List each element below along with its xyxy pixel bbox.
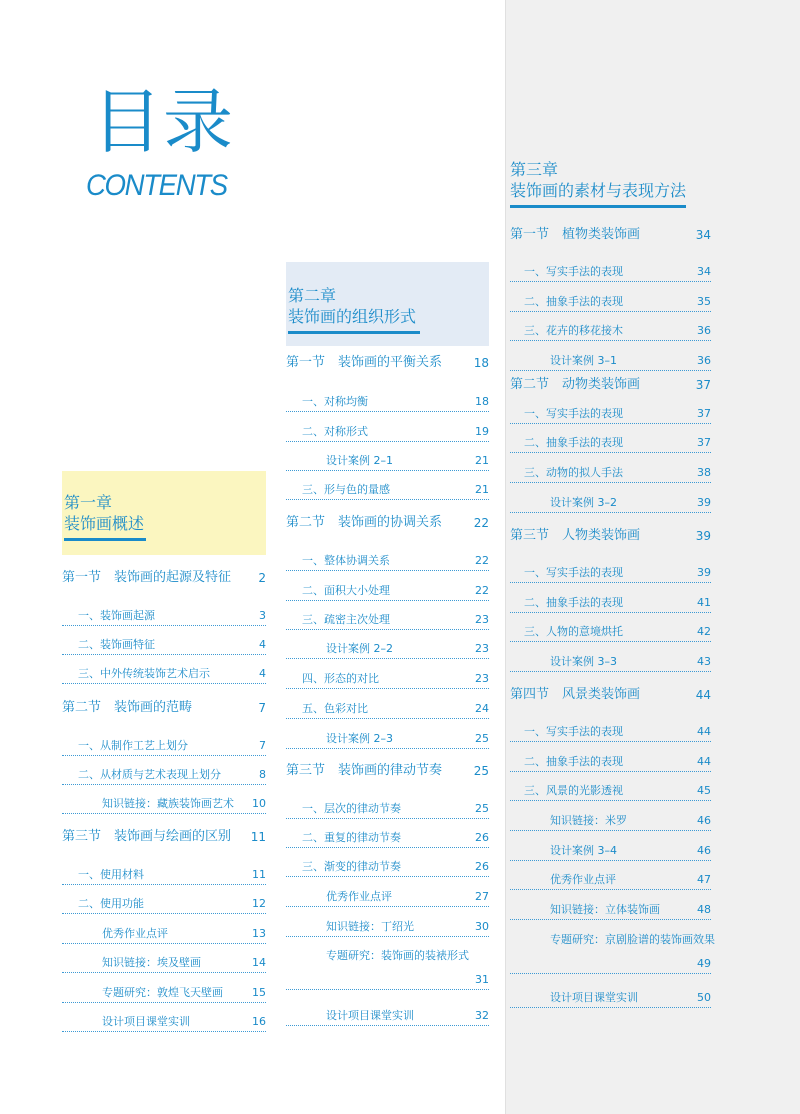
chapter-3-title: 装饰画的素材与表现方法	[510, 180, 686, 208]
chapter-3-number: 第三章	[510, 160, 559, 179]
toc-label: 二、抽象手法的表现	[524, 755, 623, 768]
toc-label: 设计项目课堂实训	[102, 1015, 190, 1028]
toc-label: 二、重复的律动节奏	[302, 831, 401, 844]
toc-label: 知识链接：立体装饰画	[550, 903, 660, 916]
page-title: 目录	[92, 81, 234, 163]
toc-item[interactable]	[286, 641, 489, 659]
toc-item[interactable]	[62, 896, 266, 914]
toc-section[interactable]	[510, 225, 711, 245]
toc-page-number: 37	[697, 436, 711, 449]
toc-item[interactable]	[510, 813, 711, 831]
toc-page-number: 7	[258, 701, 266, 715]
toc-item[interactable]	[286, 424, 489, 442]
toc-page-number: 23	[475, 642, 489, 655]
toc-page-number: 4	[259, 638, 266, 651]
toc-page-number: 24	[475, 702, 489, 715]
toc-page-number: 31	[475, 973, 489, 986]
toc-page-number: 44	[697, 755, 711, 768]
toc-label: 设计案例 3–2	[550, 496, 617, 509]
toc-item[interactable]	[286, 453, 489, 471]
toc-page-number: 23	[475, 672, 489, 685]
toc-label: 专题研究：京剧脸谱的装饰画效果	[550, 933, 715, 946]
chapter-1-number: 第一章	[64, 493, 113, 512]
toc-item[interactable]	[286, 830, 489, 848]
toc-label: 第一节 装饰画的平衡关系	[286, 355, 443, 370]
toc-label: 设计案例 3–1	[550, 354, 617, 367]
toc-item[interactable]	[510, 654, 711, 672]
toc-page-number: 22	[473, 516, 489, 530]
toc-section[interactable]	[510, 685, 711, 705]
toc-label: 第三节 人物类装饰画	[510, 528, 641, 543]
toc-label: 设计案例 2–2	[326, 642, 393, 655]
toc-label: 第三节 装饰画的律动节奏	[286, 763, 443, 778]
toc-label: 专题研究：装饰画的装裱形式	[326, 949, 469, 962]
toc-label: 知识链接：藏族装饰画艺术	[102, 797, 234, 810]
toc-item[interactable]	[510, 990, 711, 1008]
toc-page-number: 18	[475, 395, 489, 408]
toc-item[interactable]	[510, 353, 711, 371]
toc-item[interactable]	[510, 624, 711, 642]
toc-label: 优秀作业点评	[102, 927, 168, 940]
toc-item[interactable]	[510, 406, 711, 424]
toc-page-number: 47	[697, 873, 711, 886]
toc-page-number: 39	[695, 529, 711, 543]
toc-label: 一、对称均衡	[302, 395, 368, 408]
toc-item[interactable]	[286, 394, 489, 412]
chapter-3-header	[510, 160, 710, 210]
toc-item[interactable]	[62, 926, 266, 944]
toc-label: 二、使用功能	[78, 897, 144, 910]
toc-label: 二、面积大小处理	[302, 584, 390, 597]
toc-item[interactable]	[62, 608, 266, 626]
toc-page-number: 46	[697, 844, 711, 857]
toc-item[interactable]	[510, 465, 711, 483]
toc-item[interactable]	[286, 482, 489, 500]
toc-label: 一、层次的律动节奏	[302, 802, 401, 815]
toc-section[interactable]	[286, 513, 489, 533]
chapter-1-header	[62, 471, 266, 555]
toc-item[interactable]	[510, 724, 711, 742]
toc-page-number: 3	[259, 609, 266, 622]
toc-page-number: 45	[697, 784, 711, 797]
toc-section[interactable]	[62, 698, 266, 718]
toc-item[interactable]	[510, 294, 711, 312]
toc-page-number: 37	[695, 378, 711, 392]
toc-page-number: 25	[473, 764, 489, 778]
toc-label: 三、疏密主次处理	[302, 613, 390, 626]
toc-page-number: 39	[697, 496, 711, 509]
toc-item[interactable]	[286, 671, 489, 689]
toc-label: 设计案例 2–3	[326, 732, 393, 745]
toc-item[interactable]	[510, 565, 711, 583]
toc-page-number: 44	[695, 688, 711, 702]
toc-page-number: 27	[475, 890, 489, 903]
toc-label: 一、从制作工艺上划分	[78, 739, 188, 752]
toc-section[interactable]	[62, 827, 266, 847]
toc-page-number: 42	[697, 625, 711, 638]
toc-page-number: 21	[475, 454, 489, 467]
toc-page-number: 16	[252, 1015, 266, 1028]
toc-item[interactable]	[62, 1014, 266, 1032]
toc-page-number: 12	[252, 897, 266, 910]
toc-label: 第一节 装饰画的起源及特征	[62, 570, 232, 585]
toc-item[interactable]	[286, 583, 489, 601]
toc-page-number: 49	[697, 957, 711, 970]
toc-label: 三、中外传统装饰艺术启示	[78, 667, 210, 680]
toc-label: 第三节 装饰画与绘画的区别	[62, 829, 232, 844]
toc-page-number: 39	[697, 566, 711, 579]
toc-label: 第二节 装饰画的协调关系	[286, 515, 443, 530]
toc-label: 一、写实手法的表现	[524, 566, 623, 579]
toc-item[interactable]	[286, 801, 489, 819]
toc-page-number: 10	[252, 797, 266, 810]
toc-page-number: 19	[475, 425, 489, 438]
toc-item[interactable]	[286, 612, 489, 630]
toc-page-number: 11	[250, 830, 266, 844]
toc-item[interactable]	[62, 796, 266, 814]
toc-page-number: 36	[697, 324, 711, 337]
toc-label: 二、对称形式	[302, 425, 368, 438]
toc-section[interactable]	[286, 353, 489, 373]
toc-page-number: 2	[258, 571, 266, 585]
toc-item[interactable]	[510, 872, 711, 890]
toc-page-number: 35	[697, 295, 711, 308]
toc-page-number: 7	[259, 739, 266, 752]
toc-item[interactable]	[286, 701, 489, 719]
toc-page-number: 8	[259, 768, 266, 781]
toc-item[interactable]	[510, 323, 711, 341]
toc-label: 二、抽象手法的表现	[524, 295, 623, 308]
toc-item[interactable]	[510, 754, 711, 772]
toc-item[interactable]	[62, 767, 266, 785]
toc-label: 一、写实手法的表现	[524, 725, 623, 738]
toc-label: 一、写实手法的表现	[524, 265, 623, 278]
toc-item[interactable]	[510, 435, 711, 453]
toc-label: 二、抽象手法的表现	[524, 436, 623, 449]
toc-label: 第二节 动物类装饰画	[510, 377, 641, 392]
toc-item[interactable]	[286, 919, 489, 937]
toc-label: 设计案例 3–3	[550, 655, 617, 668]
toc-item[interactable]	[286, 889, 489, 907]
toc-page-number: 41	[697, 596, 711, 609]
toc-label: 专题研究：敦煌飞天壁画	[102, 986, 223, 999]
toc-label: 优秀作业点评	[326, 890, 392, 903]
toc-label: 三、形与色的量感	[302, 483, 390, 496]
toc-label: 知识链接：丁绍光	[326, 920, 414, 933]
toc-item[interactable]	[62, 637, 266, 655]
toc-label: 三、风景的光影透视	[524, 784, 623, 797]
toc-page-number: 15	[252, 986, 266, 999]
toc-page-number: 14	[252, 956, 266, 969]
toc-item[interactable]	[510, 595, 711, 613]
toc-label: 二、抽象手法的表现	[524, 596, 623, 609]
toc-item[interactable]	[510, 264, 711, 282]
toc-label: 一、写实手法的表现	[524, 407, 623, 420]
toc-label: 五、色彩对比	[302, 702, 368, 715]
toc-item[interactable]	[510, 843, 711, 861]
toc-label: 第二节 装饰画的范畴	[62, 700, 193, 715]
toc-page-number: 26	[475, 831, 489, 844]
toc-label: 三、动物的拟人手法	[524, 466, 623, 479]
toc-page-number: 11	[252, 868, 266, 881]
toc-label: 一、使用材料	[78, 868, 144, 881]
toc-item[interactable]	[510, 932, 715, 974]
toc-page-number: 26	[475, 860, 489, 873]
page-subtitle: CONTENTS	[86, 169, 227, 202]
toc-page-number: 50	[697, 991, 711, 1004]
chapter-2-title: 装饰画的组织形式	[288, 306, 420, 334]
toc-label: 优秀作业点评	[550, 873, 616, 886]
chapter-1-title: 装饰画概述	[64, 513, 146, 541]
toc-section[interactable]	[62, 568, 266, 588]
toc-page-number: 43	[697, 655, 711, 668]
toc-label: 三、人物的意境烘托	[524, 625, 623, 638]
toc-page-number: 4	[259, 667, 266, 680]
toc-page-number: 44	[697, 725, 711, 738]
toc-label: 设计项目课堂实训	[326, 1009, 414, 1022]
toc-item[interactable]	[510, 495, 711, 513]
toc-page-number: 22	[475, 584, 489, 597]
toc-label: 一、整体协调关系	[302, 554, 390, 567]
toc-page-number: 38	[697, 466, 711, 479]
toc-item[interactable]	[62, 738, 266, 756]
toc-item[interactable]	[286, 1008, 489, 1026]
toc-label: 知识链接：埃及壁画	[102, 956, 201, 969]
toc-page-number: 23	[475, 613, 489, 626]
toc-page-number: 22	[475, 554, 489, 567]
toc-section[interactable]	[286, 761, 489, 781]
toc-item[interactable]	[510, 783, 711, 801]
toc-page-number: 48	[697, 903, 711, 916]
toc-section[interactable]	[510, 375, 711, 395]
toc-label: 设计案例 2–1	[326, 454, 393, 467]
chapter-2-header	[286, 262, 489, 346]
toc-page-number: 25	[475, 732, 489, 745]
toc-page-number: 13	[252, 927, 266, 940]
toc-page-number: 25	[475, 802, 489, 815]
toc-item[interactable]	[286, 948, 489, 990]
toc-item[interactable]	[62, 955, 266, 973]
toc-label: 四、形态的对比	[302, 672, 379, 685]
toc-page-number: 46	[697, 814, 711, 827]
toc-label: 二、装饰画特征	[78, 638, 155, 651]
toc-label: 二、从材质与艺术表现上划分	[78, 768, 221, 781]
toc-item[interactable]	[286, 731, 489, 749]
toc-page-number: 21	[475, 483, 489, 496]
toc-label: 第一节 植物类装饰画	[510, 227, 641, 242]
toc-page-number: 18	[473, 356, 489, 370]
toc-page-number: 34	[697, 265, 711, 278]
toc-item[interactable]	[286, 859, 489, 877]
toc-page-number: 32	[475, 1009, 489, 1022]
toc-section[interactable]	[510, 526, 711, 546]
toc-label: 三、花卉的移花接木	[524, 324, 623, 337]
toc-item[interactable]	[286, 553, 489, 571]
toc-page-number: 30	[475, 920, 489, 933]
toc-label: 一、装饰画起源	[78, 609, 155, 622]
toc-label: 第四节 风景类装饰画	[510, 687, 641, 702]
toc-page-number: 37	[697, 407, 711, 420]
toc-item[interactable]	[510, 902, 711, 920]
toc-label: 三、渐变的律动节奏	[302, 860, 401, 873]
toc-page-number: 36	[697, 354, 711, 367]
toc-label: 设计案例 3–4	[550, 844, 617, 857]
toc-item[interactable]	[62, 867, 266, 885]
toc-item[interactable]	[62, 666, 266, 684]
chapter-2-number: 第二章	[288, 286, 337, 305]
toc-label: 设计项目课堂实训	[550, 991, 638, 1004]
toc-item[interactable]	[62, 985, 266, 1003]
toc-page-number: 34	[695, 228, 711, 242]
toc-label: 知识链接：米罗	[550, 814, 627, 827]
